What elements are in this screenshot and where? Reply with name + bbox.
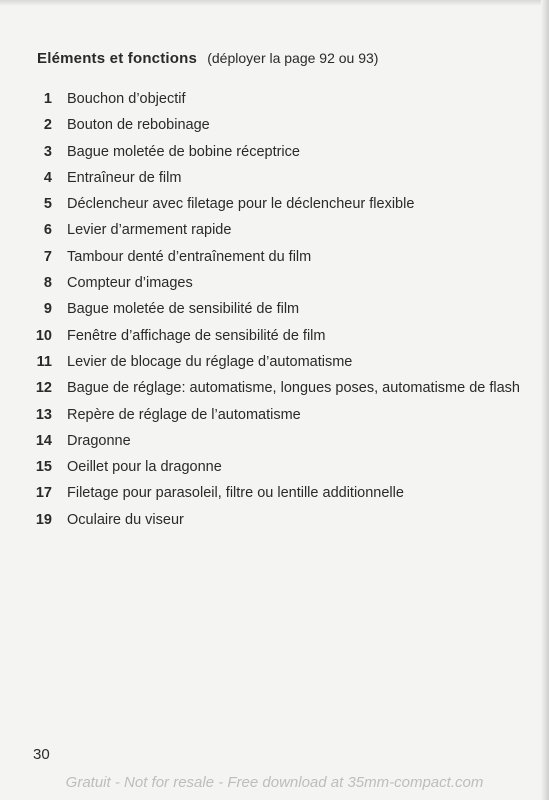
item-text: Dragonne xyxy=(67,432,131,449)
section-title: Eléments et fonctions xyxy=(37,50,198,67)
item-text: Bague de réglage: automatisme, longues poses, automatisme de flash xyxy=(67,380,520,397)
item-text: Bouton de rebobinage xyxy=(67,117,210,134)
item-text: Compteur d’images xyxy=(67,275,193,292)
item-number: 14 xyxy=(35,432,52,449)
item-number: 11 xyxy=(36,353,52,370)
item-number: 12 xyxy=(35,380,52,397)
item-text: Tambour denté d’entraînement du film xyxy=(67,248,312,265)
page-edge-right xyxy=(541,0,549,800)
footer-watermark: Gratuit - Not for resale - Free download at 35mm-compact.com xyxy=(65,774,484,791)
section-note: (déployer la page 92 ou 93) xyxy=(207,50,379,66)
item-text: Entraîneur de film xyxy=(67,169,182,186)
item-number: 4 xyxy=(43,169,52,186)
list-item xyxy=(30,274,530,292)
list-item xyxy=(30,484,530,502)
item-number: 9 xyxy=(43,301,52,318)
list-item xyxy=(30,353,530,371)
list-item xyxy=(30,169,530,187)
item-number: 19 xyxy=(35,511,52,528)
item-text: Oculaire du viseur xyxy=(67,511,184,528)
item-number: 3 xyxy=(43,143,52,160)
list-item xyxy=(30,221,530,239)
item-text: Oeillet pour la dragonne xyxy=(67,459,222,476)
item-text: Levier de blocage du réglage d’automatisme xyxy=(67,353,353,370)
item-number: 10 xyxy=(35,327,52,344)
item-number: 15 xyxy=(35,459,52,476)
list-item xyxy=(30,432,530,450)
item-number: 13 xyxy=(35,406,52,423)
item-text: Levier d’armement rapide xyxy=(67,222,232,239)
list-item xyxy=(30,248,530,266)
section-heading xyxy=(37,50,378,67)
list-item xyxy=(30,379,530,397)
list-item xyxy=(30,458,530,476)
item-number: 1 xyxy=(43,91,52,107)
list-item xyxy=(30,300,530,318)
page-number: 30 xyxy=(33,746,50,763)
item-text: Filetage pour parasoleil, filtre ou lentille additionnelle xyxy=(67,485,404,502)
list-item xyxy=(30,90,530,108)
item-text: Déclencheur avec filetage pour le déclencheur flexible xyxy=(67,196,415,213)
item-number: 2 xyxy=(43,117,52,134)
item-text: Repère de réglage de l’automatisme xyxy=(67,406,301,423)
page-edge-top xyxy=(0,0,549,6)
list-item xyxy=(30,195,530,213)
item-number: 6 xyxy=(43,222,52,239)
item-number: 7 xyxy=(43,248,52,265)
list-item xyxy=(30,143,530,161)
item-number: 17 xyxy=(35,485,52,502)
list-item xyxy=(30,511,530,529)
item-text: Fenêtre d’affichage de sensibilité de film xyxy=(67,327,326,344)
item-text: Bague moletée de bobine réceptrice xyxy=(67,143,300,160)
item-number: 5 xyxy=(43,196,52,213)
item-text: Bague moletée de sensibilité de film xyxy=(67,301,300,318)
list-item xyxy=(30,116,530,134)
item-text: Bouchon d’objectif xyxy=(67,91,186,107)
item-number: 8 xyxy=(43,275,52,292)
list-item xyxy=(30,327,530,345)
parts-list xyxy=(30,90,530,537)
list-item xyxy=(30,406,530,424)
